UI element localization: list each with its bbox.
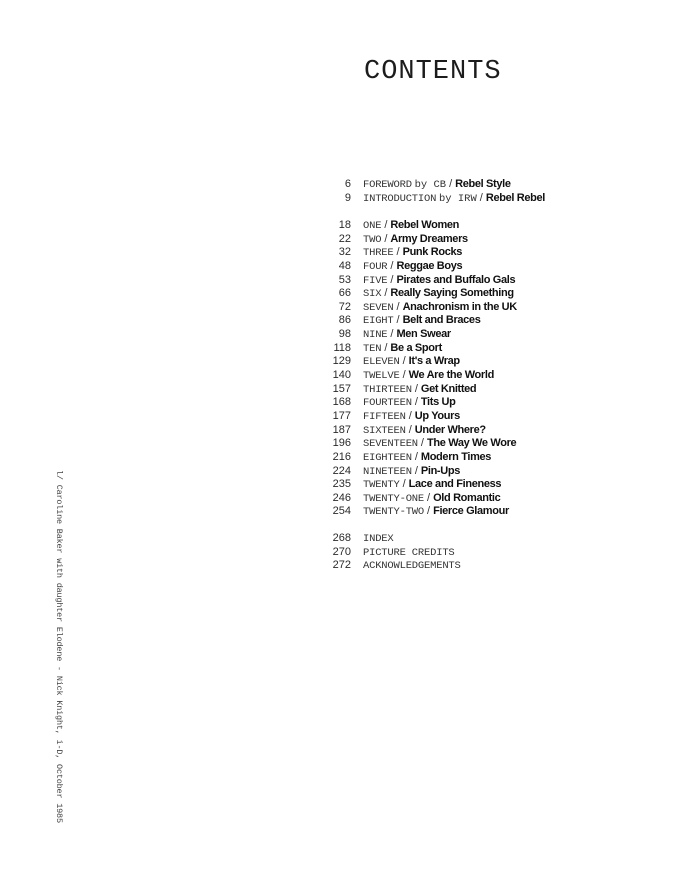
page-number: 187 <box>332 423 351 436</box>
page-number: 18 <box>338 219 351 231</box>
separator: / <box>427 505 431 518</box>
chapter-number: TEN <box>363 342 382 355</box>
chapter-title: Pin-Ups <box>420 464 460 477</box>
separator: / <box>479 191 483 204</box>
chapter-title: Get Knitted <box>420 382 477 395</box>
chapter-number: SEVEN <box>363 301 394 314</box>
chapter-title: Men Swear <box>396 328 451 341</box>
toc-entry-chapter[interactable] <box>320 505 680 519</box>
entry-author: by IRW <box>438 192 477 205</box>
page-number: 140 <box>332 369 351 382</box>
toc-entry-chapter[interactable] <box>320 287 680 301</box>
chapter-number: SIXTEEN <box>363 424 406 437</box>
page-number: 32 <box>338 246 351 259</box>
chapter-title: Pirates and Buffalo Gals <box>396 273 516 286</box>
separator: / <box>384 287 388 300</box>
toc-entry-chapter[interactable] <box>320 492 680 506</box>
chapter-number: THREE <box>363 247 394 260</box>
toc-entry-chapter[interactable] <box>320 465 680 479</box>
separator: / <box>402 369 406 382</box>
photo-caption-area <box>52 470 66 823</box>
separator: / <box>414 396 418 409</box>
separator: / <box>390 273 394 286</box>
back-matter-list <box>320 532 680 573</box>
chapter-title: Reggae Boys <box>396 259 463 272</box>
page-number: 22 <box>338 232 351 245</box>
separator: / <box>414 450 418 463</box>
page-number: 9 <box>344 191 351 204</box>
page-number: 235 <box>332 478 351 491</box>
separator: / <box>390 328 394 341</box>
separator: / <box>390 259 394 272</box>
page-number: 268 <box>332 532 351 544</box>
entry-label: ACKNOWLEDGEMENTS <box>363 560 461 573</box>
chapter-number: EIGHT <box>363 315 394 328</box>
separator: / <box>408 423 412 436</box>
page-number: 272 <box>332 559 351 572</box>
toc-entry-chapter[interactable] <box>320 314 680 328</box>
separator: / <box>408 409 412 422</box>
toc-entry-chapter[interactable] <box>320 451 680 465</box>
entry-label: INTRODUCTION <box>363 192 437 205</box>
chapter-number: TWO <box>363 233 382 246</box>
page-number: 48 <box>338 259 351 272</box>
chapter-number: TWENTY-ONE <box>363 492 425 505</box>
toc-entry-picture-credits[interactable] <box>320 546 680 560</box>
chapter-number: FOUR <box>363 260 388 273</box>
page-number: 157 <box>332 382 351 395</box>
chapter-title: Belt and Braces <box>402 314 481 327</box>
separator: / <box>384 232 388 245</box>
separator: / <box>396 246 400 259</box>
front-matter-list <box>320 178 680 205</box>
toc-entry-chapter[interactable] <box>320 219 680 233</box>
photo-caption: l/ Caroline Baker with daughter Elodene - Nick Knight, i-D, October 1985 <box>54 470 64 823</box>
toc-entry-chapter[interactable] <box>320 301 680 315</box>
page-number: 196 <box>332 437 351 450</box>
chapter-title: Lace and Fineness <box>408 478 502 491</box>
page-number: 254 <box>332 505 351 518</box>
chapter-title: Anachronism in the UK <box>402 300 517 313</box>
chapter-number: NINETEEN <box>363 465 412 478</box>
page-number: 177 <box>332 409 351 422</box>
toc-entry-chapter[interactable] <box>320 246 680 260</box>
chapter-title: Punk Rocks <box>402 246 463 259</box>
entry-label: INDEX <box>363 533 394 545</box>
chapter-number: TWENTY <box>363 479 400 492</box>
chapter-title: Fierce Glamour <box>433 505 509 518</box>
separator: / <box>396 300 400 313</box>
chapter-title: Army Dreamers <box>390 232 468 245</box>
page-number: 53 <box>338 273 351 286</box>
chapter-title: Rebel Women <box>390 219 460 231</box>
page-number: 118 <box>333 341 351 354</box>
separator: / <box>402 478 406 491</box>
page-number: 98 <box>338 328 351 341</box>
toc-entry-chapter[interactable] <box>320 328 680 342</box>
toc-entry-chapter[interactable] <box>320 369 680 383</box>
chapter-title: The Way We Wore <box>426 437 517 450</box>
page-number: 270 <box>332 545 351 558</box>
chapter-title: Really Saying Something <box>390 287 514 300</box>
toc-entry-chapter[interactable] <box>320 410 680 424</box>
separator: / <box>396 314 400 327</box>
chapter-title: Old Romantic <box>433 491 501 504</box>
chapter-number: TWELVE <box>363 370 400 383</box>
chapter-number: SIX <box>363 288 382 301</box>
separator: / <box>449 178 453 190</box>
toc-entry-chapter[interactable] <box>320 437 680 451</box>
chapter-number: ELEVEN <box>363 356 400 369</box>
toc-entry-foreword[interactable] <box>320 178 680 192</box>
toc-entry-chapter[interactable] <box>320 260 680 274</box>
toc-entry-index[interactable] <box>320 532 680 546</box>
chapter-number: SEVENTEEN <box>363 438 418 451</box>
toc-entry-introduction[interactable] <box>320 192 680 206</box>
chapter-list <box>320 219 680 519</box>
separator: / <box>420 437 424 450</box>
page-number: 86 <box>338 314 351 327</box>
chapter-title: Tits Up <box>420 396 456 409</box>
chapter-title: Modern Times <box>420 450 492 463</box>
chapter-number: FIVE <box>363 274 388 287</box>
entry-title: Rebel Rebel <box>485 191 545 204</box>
chapter-title: Under Where? <box>414 423 486 436</box>
toc-entry-chapter[interactable] <box>320 342 680 356</box>
toc-entry-chapter[interactable] <box>320 396 680 410</box>
toc-entry-chapter[interactable] <box>320 383 680 397</box>
toc-entry-chapter[interactable] <box>320 233 680 247</box>
entry-title: Rebel Style <box>455 178 511 190</box>
chapter-number: ONE <box>363 220 382 232</box>
page-number: 216 <box>332 450 351 463</box>
chapter-number: TWENTY-TWO <box>363 506 425 519</box>
chapter-title: It's a Wrap <box>408 355 460 368</box>
chapter-number: NINE <box>363 329 388 342</box>
chapter-number: EIGHTEEN <box>363 451 412 464</box>
page-number: 6 <box>344 178 351 190</box>
toc-entry-chapter[interactable] <box>320 274 680 288</box>
toc-entry-chapter[interactable] <box>320 478 680 492</box>
separator: / <box>384 341 388 354</box>
page-number: 246 <box>332 491 351 504</box>
page-number: 72 <box>338 300 351 313</box>
separator: / <box>414 464 418 477</box>
chapter-title: Be a Sport <box>390 341 442 354</box>
chapter-number: FOURTEEN <box>363 397 412 410</box>
separator: / <box>427 491 431 504</box>
page-title: CONTENTS <box>364 57 502 87</box>
chapter-number: FIFTEEN <box>363 410 406 423</box>
separator: / <box>414 382 418 395</box>
toc-entry-chapter[interactable] <box>320 424 680 438</box>
separator: / <box>402 355 406 368</box>
toc-entry-acknowledgements[interactable] <box>320 559 680 573</box>
toc-entry-chapter[interactable] <box>320 355 680 369</box>
page-number: 224 <box>332 464 351 477</box>
page-number: 168 <box>332 396 351 409</box>
chapter-title: Up Yours <box>414 409 460 422</box>
entry-author: by CB <box>414 179 447 191</box>
page-number: 129 <box>332 355 351 368</box>
separator: / <box>384 219 388 231</box>
chapter-title: We Are the World <box>408 369 494 382</box>
entry-label: PICTURE CREDITS <box>363 546 455 559</box>
page-number: 66 <box>338 287 351 300</box>
chapter-number: THIRTEEN <box>363 383 412 396</box>
entry-label: FOREWORD <box>363 179 412 191</box>
